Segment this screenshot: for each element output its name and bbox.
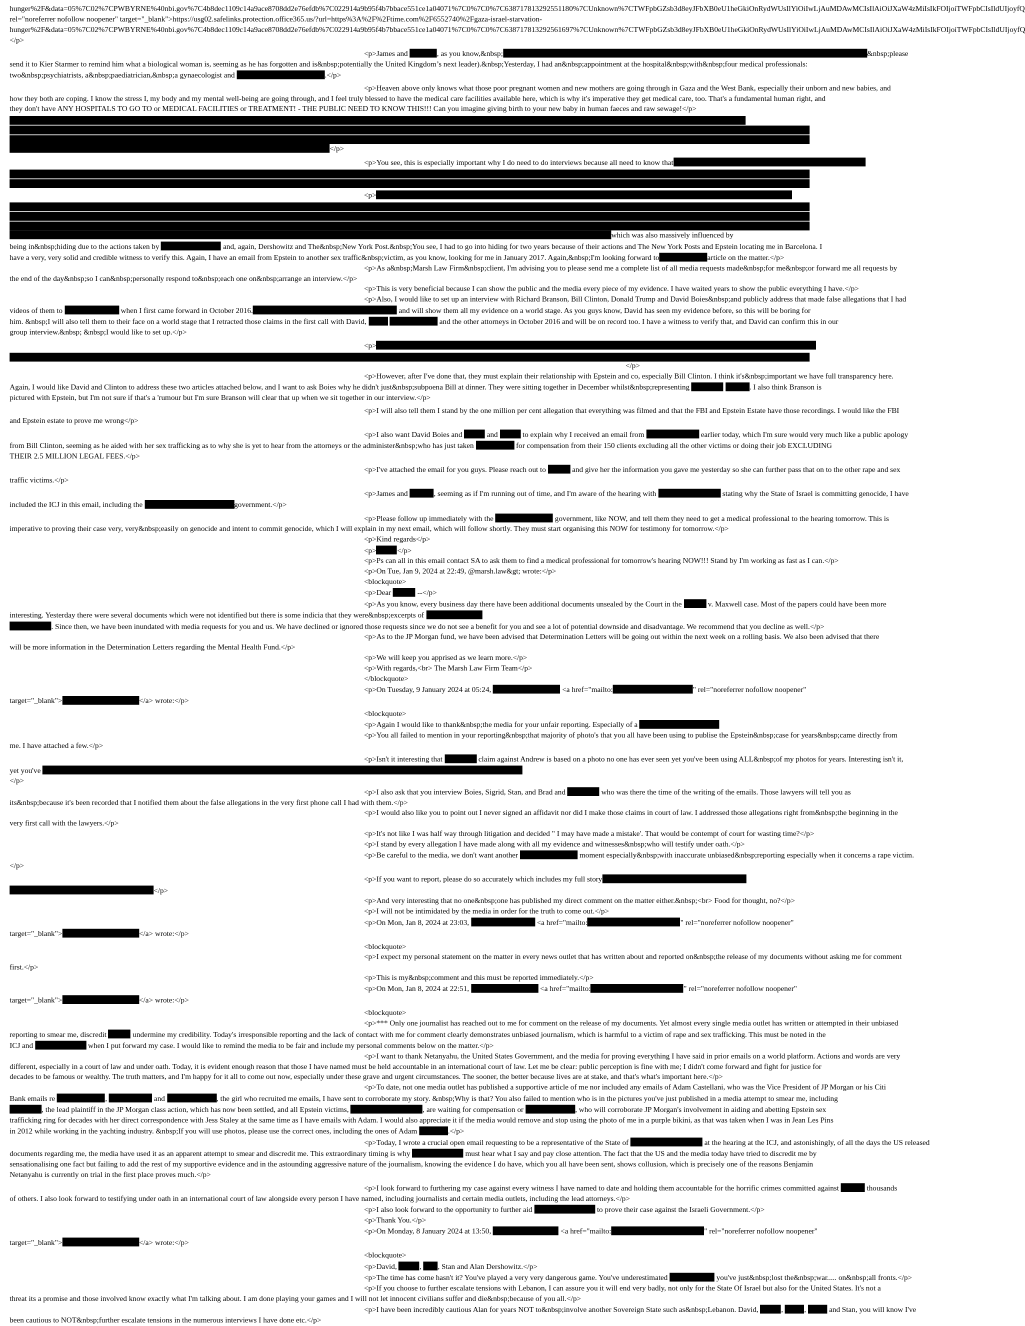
- redaction-bar: [591, 984, 684, 993]
- redaction-bar: [476, 441, 514, 450]
- text-line: in 2012 while working in the yachting industry. &nbsp;If you will use photos, please use the correct ones, including the ones of Adam .</p>: [9, 1128, 465, 1136]
- redaction-bar: [57, 1094, 105, 1103]
- text-line: very first call with the lawyers.</p>: [9, 820, 119, 828]
- redaction-bar: [808, 1305, 827, 1314]
- text-line: pictured with Epstein, but I'm not sure if that's a 'rumour but I'm sure Branson will clear that up when we sit together in our interview.</p>: [9, 394, 431, 403]
- paragraph: <p>I will not be intimidated by the media in order for the truth to come out.</p>: [364, 908, 610, 916]
- redaction-bar: [670, 1273, 715, 1282]
- paragraph: <p>: [10, 341, 808, 352]
- redaction-bar: [464, 430, 485, 439]
- redaction-bar: [376, 546, 397, 555]
- redaction-bar: [62, 995, 139, 1004]
- redaction-bar: [444, 754, 476, 763]
- redaction-bar: [10, 886, 154, 895]
- redaction-bar: [10, 202, 810, 211]
- text-line: imperative to proving their case very, very&nbsp;easily on genocide and intent to commit genocide, which I will explain in my next email, which will follow shortly. They must start organising this NOW for testimony for tomorrow.</p>: [9, 525, 729, 534]
- paragraph: <p>Today, I wrote a crucial open email requesting to be a representative of the State of at the hearing at the ICJ, and astonishingly, of all the days the US released: [364, 1139, 930, 1148]
- text-line: hunger%2F&data=05%7C02%7CPWBYRNE%40nbi.gov%7C4b8dec1109c14a9ace8708dd2e76efdb%7C022914a9b95f4b7bbace551ce1a04071%7C0%7C0%7C638717813292561697%7CUnknown%7CTWFpbGZsb3d8eyJFbXB0eU1heGkiOnRydWUsIlYiOiIwLjAuMDAwMCIsIlAiOiJXaW4zMiIsIkFOIjoiTWFpbCIsIldUIjoyfQ: [9, 26, 1025, 35]
- text-line: </p>: [625, 362, 640, 371]
- text-line: its&nbsp;because it's been recorded that I notified them about the false allegations in the very first phone call I had with them.</p>: [9, 799, 408, 808]
- redaction-bar: [426, 610, 482, 619]
- paragraph: <p>Dear --</p>: [364, 589, 437, 598]
- paragraph: <p>Heaven above only knows what those poor pregnant women and new mothers are going through in Gaza and the West Bank, especially their unborn and new babies, and: [364, 84, 891, 93]
- redaction-bar: [495, 514, 553, 523]
- redaction-bar: [684, 599, 706, 608]
- paragraph: <p>This is very beneficial because I can show the public and the media every piece of my evidence. I have waited years to show the public everything I have.</p>: [364, 285, 859, 294]
- redaction-bar: [613, 685, 693, 694]
- paragraph: <blockquote>: [364, 1252, 407, 1260]
- text-line: being in&nbsp;hiding due to the actions taken by and, again, Dershowitz and The&nbsp;New York Post.&nbsp;You see, I had to go into hiding for two years because of their actions and The New York Posts and Epstein locating me in Barcelona. I: [9, 243, 823, 252]
- paragraph: <p>I also want David Boies and and to explain why I received an email from earlier today, which I'm sure would very much like a public apology: [364, 431, 909, 440]
- redaction-bar: [368, 317, 387, 326]
- paragraph: <p>If you choose to further escalate tensions with Lebanon, I can assure you it will end very badly, not only for the State Of Israel but also for the United States. It's not a: [364, 1284, 881, 1293]
- paragraph: <p>I have been incredibly cautious Alan for years NOT to&nbsp;involve another Sovereign State such as&nbsp;Lebanon. David, , , and Stan, you will know I've: [364, 1306, 917, 1315]
- redaction-bar: [161, 242, 221, 251]
- text-line: different, especially in a court of law and under oath. Today, it is evident enough reason that those I have named must be held accountable in an international court of law. Let me be clear: public perception is fine with me; I didn't come forward and fight for justice for: [9, 1063, 822, 1072]
- paragraph: <p>On Tue, Jan 9, 2024 at 22:49, @marsh.law&gt; wrote:</p>: [364, 568, 557, 576]
- redaction-bar: [588, 918, 681, 927]
- redaction-bar: [10, 126, 810, 135]
- redaction-bar: [471, 918, 535, 927]
- paragraph: <p>I've attached the email for you guys. Please reach out to and give her the information you gave me yesterday so she can further pass that on to the other rape and sex: [364, 466, 901, 475]
- redaction-bar: [376, 341, 816, 350]
- redaction-bar: [520, 850, 578, 859]
- text-line: videos of them to when I first came forward in October 2016. and will show them all my evidence on a world stage. As you guys know, David has seen my evidence before, so this will be boring for: [9, 307, 811, 316]
- paragraph: <p>James and , seeming as if I'm running out of time, and I'm aware of the hearing with stating why the State of Israel is committing genocide, I have: [364, 490, 909, 499]
- redaction-bar: [10, 116, 746, 125]
- paragraph: <p>I want to thank Netanyahu, the United States Government, and the media for proving everything I have said in prior emails on a world platform. Actions and words are very: [364, 1052, 901, 1061]
- redaction-bar: [548, 465, 570, 474]
- redaction-bar: [10, 179, 810, 188]
- redaction-bar: [10, 622, 52, 631]
- redaction-bar: [493, 1226, 559, 1235]
- text-line: . Since then, we have been inundated with media requests for you and us. We have declined or ignored those requests since we do not see a benefit for you and see a lot of potential downside and disadvantage. We recommend that you decline as well.</p>: [10, 622, 808, 633]
- paragraph: <p>On Mon, Jan 8, 2024 at 23:03, <a href="mailto: " rel="noreferrer nofollow noopener": [364, 919, 794, 928]
- redaction-bar: [602, 874, 746, 883]
- redaction-bar: [419, 1126, 448, 1135]
- text-line: </p>: [9, 36, 25, 45]
- paragraph: <p>I will also tell them I stand by the one million per cent allegation that everything was filmed and that the FBI and Epstein Estate have those recordings. I would like the FBI: [364, 407, 900, 416]
- redaction-bar: [253, 306, 397, 315]
- redaction-bar: [62, 929, 139, 938]
- redaction-bar: [412, 1149, 463, 1158]
- paragraph: <p>If you want to report, please do so accurately which includes my full story: [10, 874, 808, 885]
- text-line: , the lead plaintiff in the JP Morgan class action, which has now been settled, and all Epstein victims, , are waiting for compensation or , who will corroborate JP Morgan's involvement in aiding and abetting Epstein sex: [10, 1105, 808, 1116]
- paragraph: <p>Again I would like to thank&nbsp;the media for your unfair reporting. Especially of a: [10, 720, 808, 731]
- paragraph: <p>The time has come hasn't it? You've played a very very dangerous game. You've underestimated you've just&nbsp;lost the&nbsp;war..... on&nbsp;all fronts.</p>: [364, 1274, 913, 1283]
- redaction-bar: [658, 489, 720, 498]
- paragraph: <blockquote>: [364, 943, 407, 952]
- text-line: Bank emails re , and , the girl who recruited me emails, I have sent to corroborate my story. &nbsp;Why is that? You also failed to mention who is in the pictures you've just published in a media attempt to smear me, including: [9, 1095, 838, 1104]
- redaction-bar: [725, 382, 749, 391]
- text-line: of others. I also look forward to testifying under oath in an international court of law alongside every person I have named, including journalists and certain media outlets, including the lead attorneys.</p>: [9, 1195, 631, 1204]
- paragraph: <p>Isn't it interesting that claim against Andrew is based on a photo no one has ever seen yet you've been using ALL&nbsp;of my photos for years. Interesting isn't it,: [364, 756, 904, 764]
- paragraph: <p>Be careful to the media, we don't want another moment especially&nbsp;with inaccurate unbiased&nbsp;reporting especially when it concerns a rape victim.: [364, 852, 914, 860]
- redaction-bar: [691, 382, 723, 391]
- paragraph: <p>On Tuesday, 9 January 2024 at 05:24, <a href="mailto: " rel="noreferrer nofollow noopener": [364, 686, 807, 695]
- text-line: </p>: [9, 862, 25, 871]
- text-line: group interview.&nbsp; &nbsp;I would like to set up.</p>: [9, 328, 187, 337]
- paragraph: <p>On Mon, Jan 8, 2024 at 22:51, <a href="mailto: " rel="noreferrer nofollow noopener": [364, 985, 797, 994]
- paragraph: <blockquote>: [364, 710, 407, 719]
- paragraph: <p>You see, this is especially important why I do need to do interviews because all need to know that: [10, 158, 808, 169]
- redaction-bar: [64, 306, 118, 315]
- text-line: rel="noreferrer nofollow noopener" target="_blank">https://usg02.safelinks.protection.office365.us/?url=https%3A%2F%2Ftime.com%2F6552740%2Fgaza-israel-starvation-: [9, 16, 543, 24]
- text-line: trafficking ring for decades with her direct correspondence with Jess Staley at the same time as I have emails with Adam. I would also appreciate it if the media would remove and stop using the photo of me in a purple bikini, as that was taken when I was in Jean Les Pins: [9, 1116, 834, 1125]
- redaction-bar: [646, 430, 699, 439]
- text-line: </p>: [10, 886, 808, 897]
- redaction-bar: [567, 787, 599, 796]
- redaction-bar: [10, 230, 612, 239]
- redaction-bar: [10, 212, 810, 221]
- text-line: how they both are coping. I know the stress I, my body and my mental well-being are going through, and I feel truly blessed to have the medical care facilities available here, which is why it's imperative they get medical care, too. That's a fundamental human right, and: [9, 95, 826, 104]
- paragraph: <p> </p>: [364, 547, 412, 556]
- redaction-bar: [351, 1105, 423, 1114]
- redaction-bar: [390, 317, 438, 326]
- paragraph: <p>As you know, every business day there have been additional documents unsealed by the Court in the v. Maxwell case. Most of the papers could have been more: [364, 600, 887, 609]
- text-line: target="_blank"> </a> wrote:</p>: [9, 697, 189, 706]
- text-line: target="_blank"> </a> wrote:</p>: [9, 1239, 189, 1248]
- paragraph: <p>I look forward to furthering my case against every witness I have named to date and holding them accountable for the horrific crimes committed against thousands: [364, 1184, 898, 1193]
- redaction-bar: [144, 500, 234, 509]
- text-line: traffic victims.</p>: [9, 476, 69, 485]
- url-header: [9, 5, 1025, 47]
- redaction-bar: [108, 1030, 130, 1039]
- text-line: interesting. Yesterday there were several documents which were not identified but there is some indicia that they were&nbsp;excerpts of: [10, 610, 808, 621]
- redaction-bar: [410, 489, 434, 498]
- text-line: Netanyahu is currently on trial in the first place proves much.</p>: [9, 1171, 211, 1180]
- text-line: been cautious to NOT&nbsp;further escalate tensions in the numerous interviews I have done etc.</p>: [9, 1316, 322, 1325]
- redaction-bar: [630, 1138, 702, 1147]
- paragraph: <p>I would also like you to point out I never signed an affidavit nor did I make those claims in court of law. I addressed those allegations right from&nbsp;the beginning in the: [364, 809, 898, 818]
- redaction-bar: [10, 170, 810, 179]
- paragraph: <p>However, after I've done that, they must explain their relationship with Epstein and co, especially Bill Clinton. I think it's&nbsp;important we have full transparency here.: [364, 372, 894, 381]
- redaction-bar: [393, 588, 415, 597]
- redaction-bar: [410, 49, 437, 58]
- paragraph: <p>And very interesting that no one&nbsp;one has published my direct comment on the matter either.&nbsp;<br> Food for thought, no?</p>: [364, 897, 795, 906]
- text-line: reporting to smear me, discredit undermine my credibility. Today's irresponsible reporting and the lack of contact with me for comment clearly demonstrates unbiased journalism, which is harmful to a victim of rape and sex trafficking. This must be noted in the: [9, 1031, 826, 1040]
- paragraph: <p>It's not like I was half way through litigation and decided " I may have made a mistake'. That would be contempt of court for wasting time?</p>: [364, 830, 815, 839]
- redaction-bar: [399, 1262, 420, 1271]
- text-line: yet you've: [10, 766, 808, 777]
- text-line: included the ICJ in this email, including the government.</p>: [9, 501, 287, 510]
- text-line: from Bill Clinton, seeming as he aided with her sex trafficking as to why she is yet to hear from the attorneys or the administer&nbsp;who has just taken for compensation from their 150 clients excluding all the other victims or doing their job EXCLUDING: [9, 442, 832, 451]
- redaction-bar: [62, 696, 139, 705]
- text-line: two&nbsp;psychiatrists, a&nbsp;paediatrician,&nbsp;a gynaecologist and .</p>: [9, 72, 342, 80]
- paragraph: <p>I stand by every allegation I have made along with all my evidence and witnesses&nbsp;who will testify under oath.</p>: [364, 840, 745, 849]
- text-line: the end of the day&nbsp;so I can&nbsp;personally respond to&nbsp;each one on&nbsp;arrange an interview.</p>: [9, 275, 358, 284]
- redaction-bar: [500, 430, 521, 439]
- paragraph: <p>Thank You.</p>: [364, 1216, 427, 1225]
- redaction-bar: [43, 766, 523, 775]
- paragraph: <blockquote>: [364, 578, 407, 587]
- redaction-bar: [109, 1094, 152, 1103]
- paragraph: <p>As to the JP Morgan fund, we have been advised that Determination Letters will be going out within the next week on a rolling basis. We also been advised that there: [364, 633, 880, 642]
- redaction-bar: [423, 1262, 437, 1271]
- paragraph: <p>Ps can all in this email contact SA to ask them to find a medical professional for tomorrow's hearing NOW!!! Stand by I'm working as fast as I can.</p>: [364, 557, 839, 566]
- redaction-bar: [10, 144, 330, 153]
- redaction-bar: [611, 1226, 704, 1235]
- text-line: ICJ and when I put forward my case. I would like to remind the media to be fair and include my personal comments below on the matter.</p>: [9, 1042, 494, 1051]
- text-line: me. I have attached a few.</p>: [9, 742, 104, 751]
- text-line: documents regarding me, the media have used it as an apparent attempt to smear and discredit me. This extraordinary timing is why must hear what I say and pay close attention. The fact that the US and the media today have tried to discredit me by: [9, 1150, 817, 1159]
- redaction-bar: [525, 1105, 575, 1114]
- paragraph: <p>As a&nbsp;Marsh Law Firm&nbsp;client, I'm advising you to please send me a complete list of all media requests made&nbsp;for me&nbsp;or forward me all requests by: [364, 264, 898, 273]
- text-line: and Epstein estate to prove me wrong</p>: [9, 417, 139, 426]
- redaction-bar: [673, 158, 865, 167]
- paragraph: <p>I also ask that you interview Boies, Sigrid, Stan, and Brad and who was there the time of the writing of the emails. Those lawyers will tell you as: [364, 788, 851, 797]
- redaction-bar: [10, 222, 810, 231]
- redaction-bar: [493, 685, 560, 694]
- redaction-bar: [471, 984, 538, 993]
- redaction-bar: [35, 1041, 86, 1050]
- paragraph: <p>: [10, 190, 808, 201]
- text-line: they don't have ANY HOSPITALS TO GO TO or MEDICAL FACILITIES or TREATMENT! - THE PUBLIC NEED TO KNOW THIS!!! Can you imagine giving birth to your new baby in human faeces and raw sewage!</p>: [9, 105, 697, 114]
- paragraph: <p>Please follow up immediately with the government, like NOW, and tell them they need to get a medical professional to the hearing tomorrow. This is: [364, 515, 889, 524]
- text-line: sensationalising one fact but failing to add the rest of my supportive evidence and in the astounding aggressive nature of the journalism, knowing the evidence I do have, which you all have been sent, shows collusion, which is precisely one of the reasons Benjamin: [9, 1160, 814, 1169]
- paragraph: <p>Kind regards</p>: [364, 536, 431, 544]
- text-line: </p>: [9, 777, 25, 786]
- paragraph: <p>With regards,<br> The Marsh Law Firm Team</p>: [364, 664, 533, 673]
- redaction-bar: [10, 353, 810, 362]
- paragraph: <p>I also look forward to the opportunity to further aid to prove their case against the Israeli Government.</p>: [364, 1206, 765, 1215]
- paragraph: <p>I expect my personal statement on the matter in every news outlet that has written about and reported on&nbsp;the release of my documents without asking me for comment: [364, 953, 902, 962]
- text-line: hunger%2F&data=05%7C02%7CPWBYRNE%40nbi.gov%7C4b8dec1109c14a9ace8708dd2e76efdb%7C022914a9b95f4b7bbace551ce1a04071%7C0%7C0%7C638717813292551180%7CUnknown%7CTWFpbGZsb3d8eyJFbXB0eU1heGkiOnRydWUsIlYiOiIwLjAuMDAwMCIsIlAiOiJXaW4zMiIsIkFOIjoiTWFpbCIsIldUIjoyfQ: [9, 5, 1025, 14]
- redaction-bar: [534, 1205, 595, 1214]
- text-line: Again, I would like David and Clinton to address these two articles attached below, and I want to ask Boies why he didn't just&nbsp;subpoena Bill at dinner. They were sitting together in December whilst&nbsp;representing . I also think Branson is: [9, 384, 822, 392]
- redaction-bar: [376, 190, 792, 199]
- paragraph: <p>On Monday, 8 January 2024 at 13:50, <a href="mailto: " rel="noreferrer nofollow noopener": [364, 1228, 818, 1236]
- paragraph: </blockquote>: [364, 675, 409, 684]
- text-line: </p>: [10, 144, 808, 155]
- redaction-bar: [10, 1105, 42, 1114]
- text-line: threat its a promise and those involved know exactly what I'm talking about. I am done playing your games and I will not let innocent civilians suffer and die&nbsp;because of you all.</p>: [9, 1295, 582, 1304]
- redaction-bar: [785, 1305, 804, 1314]
- paragraph: <p>You all failed to mention in your reporting&nbsp;that majority of photo's that you all have been using to publise the Epstein&nbsp;case for years&nbsp;came directly from: [364, 732, 898, 740]
- redaction-bar: [640, 720, 720, 729]
- text-line: target="_blank"> </a> wrote:</p>: [9, 930, 189, 939]
- redaction-bar: [841, 1183, 865, 1192]
- paragraph: <p>Also, I would like to set up an interview with Richard Branson, Bill Clinton, Donald Trump and David Boies&nbsp;and publicly address that made false allegations that I had: [364, 296, 907, 304]
- text-line: have a very, very solid and credible witness to verify this. Again, I have an email from Epstein to another sex traffic&nbsp;victim, as you know, looking for me in January 2017. Again,&nbsp;I'm looking forward to article on the matter.</p>: [9, 254, 785, 263]
- text-line: THEIR 2.5 MILLION LEGAL FEES.</p>: [9, 452, 140, 461]
- redaction-bar: [503, 49, 867, 58]
- paragraph: <p>To date, not one media outlet has published a supportive article of me nor included any emails of Adam Castellani, who was the Vice President of JP Morgan or his Citi: [364, 1084, 887, 1092]
- redaction-bar: [167, 1094, 217, 1103]
- text-line: will be more information in the Determination Letters regarding the Mental Health Fund.</p>: [9, 644, 296, 652]
- paragraph: <p>This is my&nbsp;comment and this must be reported immediately.</p>: [364, 974, 594, 983]
- redaction-bar: [659, 253, 707, 262]
- paragraph: <p>James and , as you know,&nbsp; &nbsp;please: [364, 50, 909, 59]
- paragraph: <blockquote>: [364, 1009, 407, 1018]
- paragraph: <p>We will keep you apprised as we learn more.</p>: [364, 654, 528, 663]
- text-line: first.</p>: [9, 964, 39, 972]
- redaction-bar: [10, 135, 810, 144]
- text-line: which was also massively influenced by: [10, 230, 808, 241]
- redaction-bar: [62, 1238, 139, 1247]
- redaction-bar: [760, 1305, 781, 1314]
- paragraph: <p>*** Only one journalist has reached out to me for comment on the release of my documents. Yet almost every single media outlet has written or attempted in their unbiased: [364, 1020, 899, 1028]
- text-line: decades to be famous or wealthy. The truth matters, and I'm happy for it all to come out now, especially under these grave and urgent circumstances. The sooner, the better because lives are at stake, and that's what's important here.</p>: [9, 1073, 723, 1082]
- text-line: send it to Kier Starmer to remind him what a biological woman is, seeming as he has forgotten and is&nbsp;potentially the United Kingdom’s next leader).&nbsp;Yesterday, I had an&nbsp;appointment at the hospital&nbsp;with&nbsp;four medical professionals:: [9, 60, 808, 69]
- text-line: target="_blank"> </a> wrote:</p>: [9, 996, 189, 1005]
- redaction-bar: [237, 70, 325, 79]
- paragraph: <p>David, , , Stan and Alan Dershowitz.</p>: [364, 1263, 538, 1272]
- text-line: him. &nbsp;I will also tell them to their face on a world stage that I retracted those claims in the first call with David, and the other attorneys in October 2016 and will be on record too. I have a witness to verify that, and David can confirm this in our: [9, 318, 839, 327]
